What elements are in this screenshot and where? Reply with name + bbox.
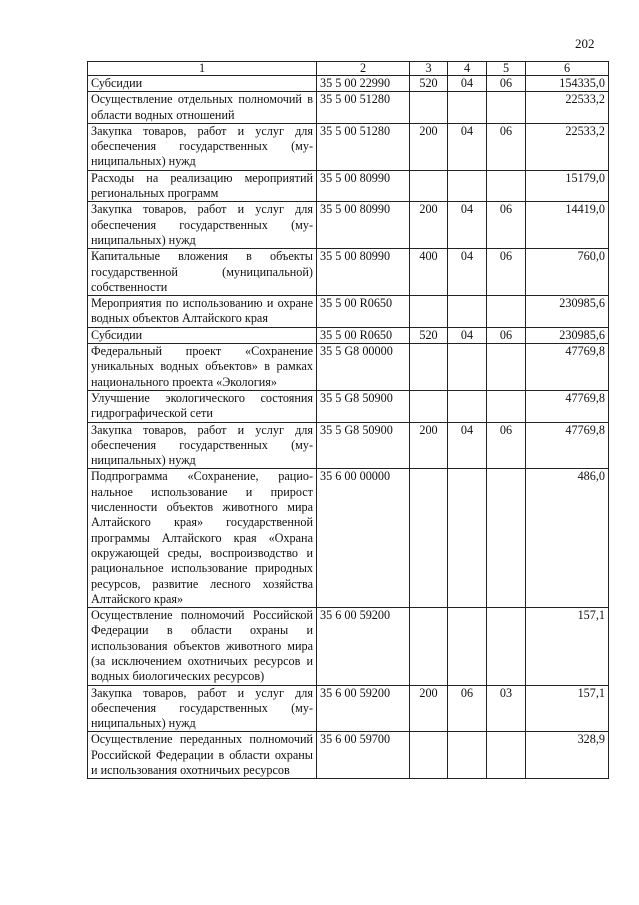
- table-row: [88, 76, 609, 92]
- table-row: [88, 123, 609, 170]
- table-row: [88, 327, 609, 343]
- expense-type-cell: [410, 296, 448, 328]
- expense-type-cell: [410, 732, 448, 779]
- subsection-cell: [487, 732, 526, 779]
- amount-cell: 486,0: [526, 469, 609, 608]
- table-row: [88, 685, 609, 732]
- section-cell: 04: [448, 249, 487, 296]
- subsection-cell: 06: [487, 202, 526, 249]
- subsection-cell: [487, 608, 526, 685]
- amount-cell: 230985,6: [526, 327, 609, 343]
- item-name-cell: Осуществление отдельных полномочий в области водных отношений: [88, 92, 317, 124]
- expense-type-cell: [410, 92, 448, 124]
- section-cell: 04: [448, 202, 487, 249]
- target-code-cell: 35 6 00 59200: [317, 608, 410, 685]
- item-name-cell: Закупка товаров, работ и услуг для обеспечения государственных (муниципальных) нужд: [88, 685, 317, 732]
- subsection-cell: 06: [487, 249, 526, 296]
- header-cell-5: 5: [487, 62, 526, 76]
- target-code-cell: 35 6 00 00000: [317, 469, 410, 608]
- subsection-cell: 06: [487, 327, 526, 343]
- item-name-cell: Федеральный проект «Сохранение уникальных водных объектов» в рамках национального проекта «Экология»: [88, 344, 317, 391]
- target-code-cell: 35 6 00 59700: [317, 732, 410, 779]
- amount-cell: 154335,0: [526, 76, 609, 92]
- table-row: [88, 249, 609, 296]
- item-name-cell: Улучшение экологического состояния гидрографической сети: [88, 390, 317, 422]
- amount-cell: 328,9: [526, 732, 609, 779]
- target-code-cell: 35 5 00 R0650: [317, 296, 410, 328]
- header-cell-4: 4: [448, 62, 487, 76]
- table-row: [88, 608, 609, 685]
- item-name-cell: Подпрограмма «Сохранение, рациональное использование и прирост численности объектов животного мира Алтайского края» государственной программы Алтайского края «Охрана окружающей среды, воспроизводство и рациональное использование природных ресурсов, развитие лесного хозяйства Алтайского края»: [88, 469, 317, 608]
- budget-table: [87, 61, 609, 779]
- target-code-cell: 35 5 G8 50900: [317, 390, 410, 422]
- item-name-cell: Мероприятия по использованию и охране водных объектов Алтайского края: [88, 296, 317, 328]
- target-code-cell: 35 5 00 51280: [317, 92, 410, 124]
- expense-type-cell: 520: [410, 327, 448, 343]
- item-name-cell: Субсидии: [88, 327, 317, 343]
- subsection-cell: [487, 92, 526, 124]
- item-name-cell: Капитальные вложения в объекты государственной (муниципальной) собственности: [88, 249, 317, 296]
- table-header-row: [88, 62, 609, 76]
- amount-cell: 157,1: [526, 608, 609, 685]
- expense-type-cell: 200: [410, 123, 448, 170]
- subsection-cell: 06: [487, 422, 526, 469]
- amount-cell: 15179,0: [526, 170, 609, 202]
- target-code-cell: 35 5 00 80990: [317, 249, 410, 296]
- subsection-cell: [487, 296, 526, 328]
- table-row: [88, 296, 609, 328]
- item-name-cell: Осуществление полномочий Российской Федерации в области охраны и использования объектов животного мира (за исключением охотничьих ресурсов и водных биологических ресурсов): [88, 608, 317, 685]
- amount-cell: 760,0: [526, 249, 609, 296]
- amount-cell: 47769,8: [526, 422, 609, 469]
- table-row: [88, 732, 609, 779]
- page-number: 202: [575, 36, 595, 51]
- item-name-cell: Осуществление переданных полномочий Российской Федерации в области охраны и использования охотничьих ресурсов: [88, 732, 317, 779]
- section-cell: [448, 390, 487, 422]
- item-name-cell: Закупка товаров, работ и услуг для обеспечения государственных (муниципальных) нужд: [88, 123, 317, 170]
- amount-cell: 22533,2: [526, 92, 609, 124]
- target-code-cell: 35 5 00 22990: [317, 76, 410, 92]
- expense-type-cell: [410, 608, 448, 685]
- section-cell: [448, 469, 487, 608]
- amount-cell: 157,1: [526, 685, 609, 732]
- item-name-cell: Расходы на реализацию мероприятий региональных программ: [88, 170, 317, 202]
- target-code-cell: 35 6 00 59200: [317, 685, 410, 732]
- expense-type-cell: [410, 390, 448, 422]
- table-row: [88, 390, 609, 422]
- item-name-cell: Закупка товаров, работ и услуг для обеспечения государственных (муниципальных) нужд: [88, 422, 317, 469]
- section-cell: 04: [448, 422, 487, 469]
- section-cell: 06: [448, 685, 487, 732]
- expense-type-cell: 520: [410, 76, 448, 92]
- expense-type-cell: [410, 469, 448, 608]
- amount-cell: 230985,6: [526, 296, 609, 328]
- header-cell-6: 6: [526, 62, 609, 76]
- target-code-cell: 35 5 00 R0650: [317, 327, 410, 343]
- amount-cell: 47769,8: [526, 344, 609, 391]
- target-code-cell: 35 5 00 80990: [317, 202, 410, 249]
- section-cell: 04: [448, 76, 487, 92]
- subsection-cell: [487, 344, 526, 391]
- subsection-cell: 03: [487, 685, 526, 732]
- section-cell: [448, 92, 487, 124]
- expense-type-cell: 200: [410, 685, 448, 732]
- subsection-cell: 06: [487, 76, 526, 92]
- amount-cell: 47769,8: [526, 390, 609, 422]
- item-name-cell: Субсидии: [88, 76, 317, 92]
- subsection-cell: [487, 390, 526, 422]
- expense-type-cell: [410, 344, 448, 391]
- section-cell: [448, 296, 487, 328]
- section-cell: [448, 344, 487, 391]
- amount-cell: 22533,2: [526, 123, 609, 170]
- section-cell: 04: [448, 327, 487, 343]
- expense-type-cell: 200: [410, 422, 448, 469]
- table-row: [88, 92, 609, 124]
- header-cell-3: 3: [410, 62, 448, 76]
- subsection-cell: [487, 469, 526, 608]
- expense-type-cell: 400: [410, 249, 448, 296]
- target-code-cell: 35 5 G8 50900: [317, 422, 410, 469]
- expense-type-cell: [410, 170, 448, 202]
- subsection-cell: 06: [487, 123, 526, 170]
- section-cell: [448, 608, 487, 685]
- item-name-cell: Закупка товаров, работ и услуг для обеспечения государственных (муниципальных) нужд: [88, 202, 317, 249]
- table-row: [88, 344, 609, 391]
- section-cell: [448, 732, 487, 779]
- section-cell: 04: [448, 123, 487, 170]
- amount-cell: 14419,0: [526, 202, 609, 249]
- section-cell: [448, 170, 487, 202]
- table-row: [88, 202, 609, 249]
- expense-type-cell: 200: [410, 202, 448, 249]
- header-cell-2: 2: [317, 62, 410, 76]
- target-code-cell: 35 5 00 51280: [317, 123, 410, 170]
- table-row: [88, 469, 609, 608]
- target-code-cell: 35 5 G8 00000: [317, 344, 410, 391]
- subsection-cell: [487, 170, 526, 202]
- table-row: [88, 422, 609, 469]
- target-code-cell: 35 5 00 80990: [317, 170, 410, 202]
- header-cell-1: 1: [88, 62, 317, 76]
- table-row: [88, 170, 609, 202]
